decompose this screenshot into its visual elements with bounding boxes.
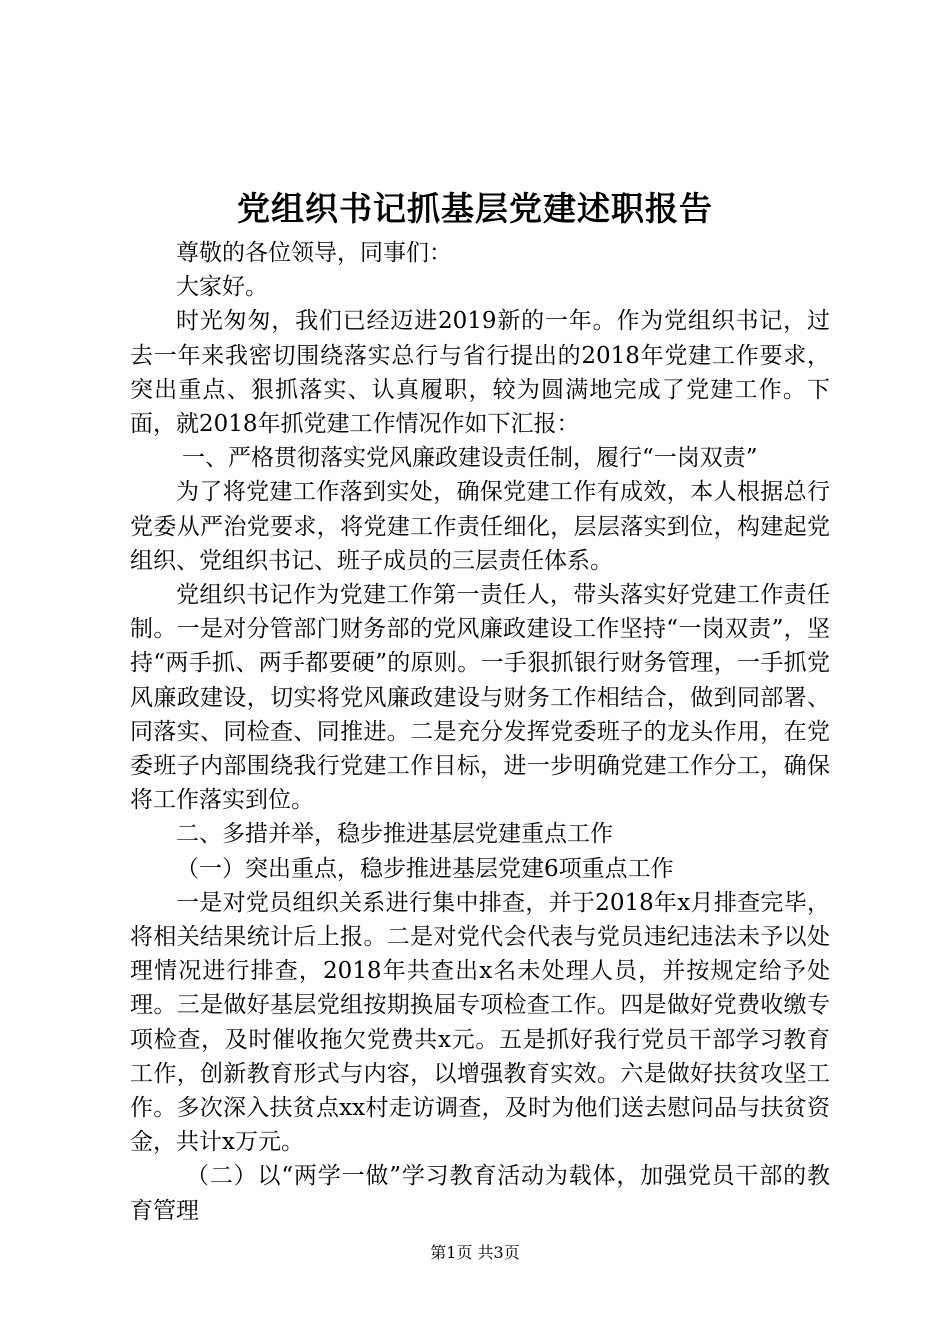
document-body: [130, 236, 830, 1228]
body-paragraph: 党组织书记作为党建工作第一责任人，带头落实好党建工作责任制。一是对分管部门财务部的党风廉政建设工作坚持“一岗双责”，坚持“两手抓、两手都要硬”的原则。一手狠抓银行财务管理，一手抓党风廉政建设，切实将党风廉政建设与财务工作相结合，做到同部署、同落实、同检查、同推进。二是充分发挥党委班子的龙头作用，在党委班子内部围绕我行党建工作目标，进一步明确党建工作分工，确保将工作落实到位。: [130, 582, 830, 814]
section-heading-2: 二、多措并举，稳步推进基层党建重点工作: [176, 821, 613, 848]
salutation-paragraph: 尊敬的各位领导，同事们：: [176, 240, 452, 266]
section-heading-1: 一、严格贯彻落实党风廉政建设责任制，履行“一岗双责”: [182, 445, 758, 472]
document-title: 党组织书记抓基层党建述职报告: [237, 189, 713, 228]
subsection-heading-1: （一）突出重点，稳步推进基层党建6项重点工作: [176, 855, 674, 882]
greeting-paragraph: 大家好。: [176, 274, 268, 301]
page-footer: 第1页 共3页: [430, 1243, 520, 1262]
body-paragraph: 为了将党建工作落到实处，确保党建工作有成效，本人根据总行党委从严治党要求，将党建工作责任细化，层层落实到位，构建起党组织、党组织书记、班子成员的三层责任体系。: [130, 479, 830, 574]
body-paragraph: 一是对党员组织关系进行集中排查，并于2018年x月排查完毕，将相关结果统计后上报。二是对党代会代表与党员违纪违法未予以处理情况进行排查，2018年共查出x名未处理人员，并按规定给予处理。三是做好基层党组按期换届专项检查工作。四是做好党费收缴专项检查，及时催收拖欠党费共x元。五是抓好我行党员干部学习教育工作，创新教育形式与内容，以增强教育实效。六是做好扶贫攻坚工作。多次深入扶贫点xx村走访调查，及时为他们送去慰问品与扶贫资金，共计x万元。: [130, 889, 830, 1156]
subsection-heading-2: （二）以“两学一做”学习教育活动为载体，加强党员干部的教育管理: [130, 1163, 830, 1224]
intro-paragraph: 时光匆匆，我们已经迈进2019新的一年。作为党组织书记，过去一年来我密切围绕落实总行与省行提出的2018年党建工作要求，突出重点、狠抓落实、认真履职，较为圆满地完成了党建工作。下面，就2018年抓党建工作情况作如下汇报：: [130, 308, 830, 438]
